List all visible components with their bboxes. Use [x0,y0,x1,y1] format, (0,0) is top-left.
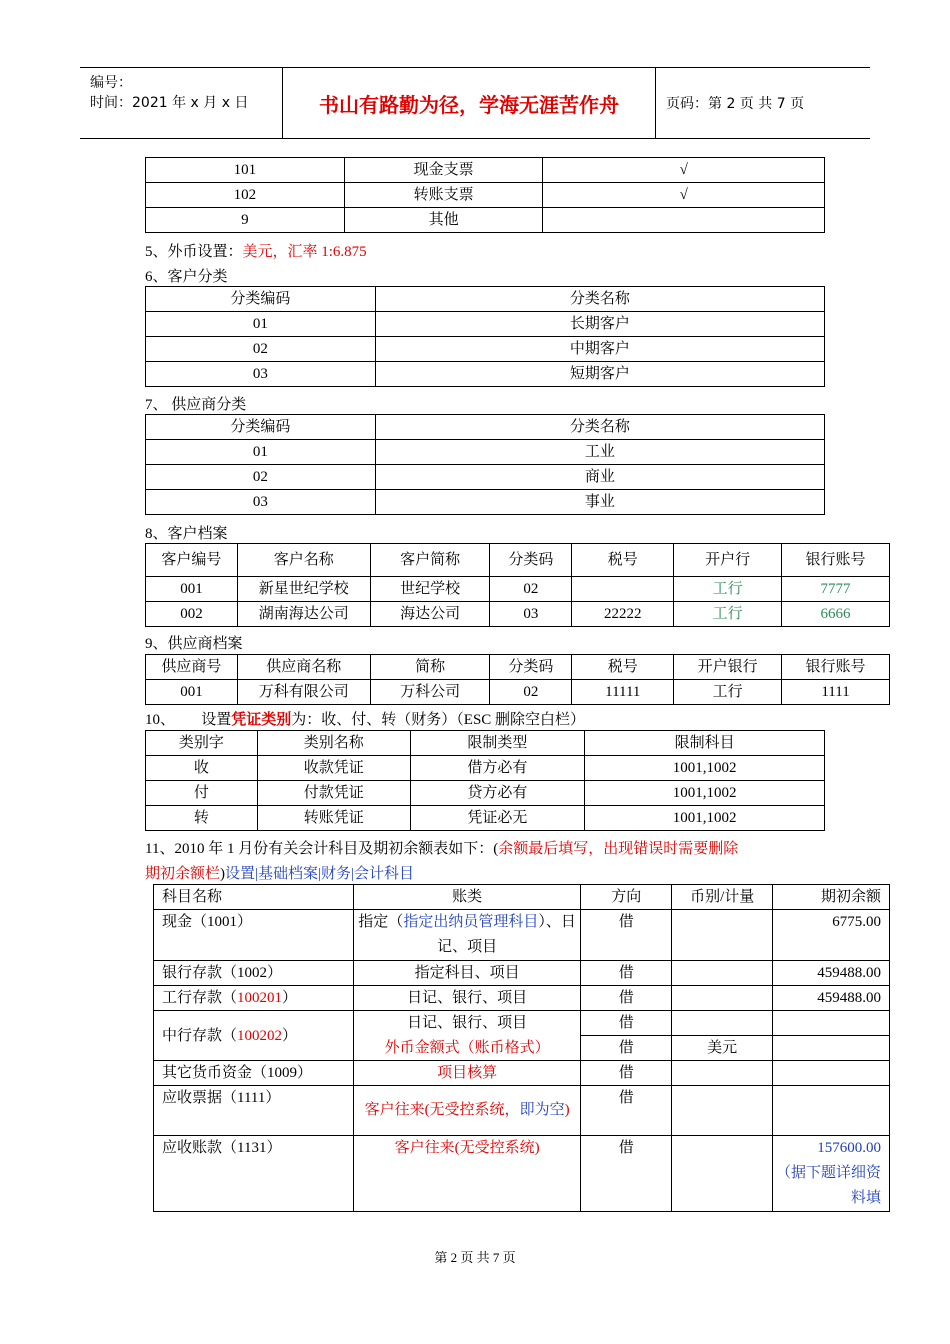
cell [572,577,674,602]
subject-name: 应收票据（1111） [154,1086,354,1136]
cell: 转账凭证 [257,806,410,831]
column-header: 分类编码 [146,415,376,440]
check-mark: √ [543,183,825,208]
subject-name [154,1011,354,1061]
section-11-intro [145,837,738,858]
column-header: 税号 [572,544,674,577]
cell [543,208,825,233]
menu-path: 设置|基础档案|财务|会计科目 [225,866,415,882]
cell: 凭证必无 [410,806,585,831]
opening-balance: 6775.00 [773,910,890,961]
empty-note: 即为空 [519,1102,565,1118]
cell: 工业 [375,440,824,465]
page-header [80,67,870,139]
cell: 商业 [375,465,824,490]
balance-value: 157600.00 [817,1140,881,1156]
cell: 万科公司 [370,680,490,705]
table-row [146,158,825,183]
subject-code: 100202 [237,1027,283,1044]
column-header: 限制科目 [585,731,825,756]
table-row [154,1086,890,1136]
type-text: ）、日记、项目 [437,914,576,955]
cell: 02 [146,465,376,490]
opening-balance: 459488.00 [773,961,890,986]
account-type: 指定科目、项目 [353,961,581,986]
name-text: ） [282,990,298,1006]
column-header: 供应商号 [146,655,238,680]
subject-name: 应收账款（1131） [154,1136,354,1212]
subject-name: 银行存款（1002） [154,961,354,986]
cell: 万科有限公司 [237,680,370,705]
column-header: 开户银行 [674,655,782,680]
code-label: 编号： [90,75,132,91]
table-row [146,337,825,362]
opening-balance [773,1136,890,1212]
column-header: 分类码 [490,544,572,577]
section-6-title: 6、客户分类 [145,269,228,285]
column-header: 方向 [581,885,672,910]
account-type [353,1086,581,1136]
cell: 新星世纪学校 [237,577,370,602]
direction: 借 [581,961,672,986]
cell: 03 [490,602,572,627]
exchange-rate-value: 美元，汇率 1:6.875 [242,244,367,260]
subject-name: 其它货币资金（1009） [154,1061,354,1086]
table-row [146,440,825,465]
opening-balance [773,1011,890,1036]
section-10-suffix: 为：收、付、转（财务）（ESC 删除空白栏） [291,712,586,728]
subject-code: 100201 [237,990,283,1006]
column-header: 供应商名称 [237,655,370,680]
opening-balance: 459488.00 [773,986,890,1011]
settlement-table [145,157,825,233]
column-header: 期初余额 [773,885,890,910]
cell: 01 [146,312,376,337]
section-8-title: 8、客户档案 [145,526,228,542]
cell: 湖南海达公司 [237,602,370,627]
table-header-row [146,287,825,312]
cell: 事业 [375,490,824,515]
section-5-label: 5、外币设置： [145,244,243,260]
cell: 付 [146,781,258,806]
opening-balance [773,1086,890,1136]
type-text: ) [564,1102,570,1118]
column-header: 分类名称 [375,415,824,440]
subject-name [154,986,354,1011]
table-row [146,490,825,515]
table-row [146,680,890,705]
section-11-note-cont: 期初余额栏 [145,866,221,882]
column-header: 银行账号 [782,655,890,680]
currency [672,1086,773,1136]
section-9-title: 9、供应商档案 [145,636,243,652]
cell: 1001,1002 [585,756,825,781]
bank-cell: 工行 [674,602,782,627]
header-meta [80,68,283,138]
table-row [146,208,825,233]
currency [672,961,773,986]
cell: 收款凭证 [257,756,410,781]
account-type: 日记、银行、项目 [353,1011,581,1036]
cell: 工行 [674,680,782,705]
table-row [154,910,890,961]
customer-class-table [145,286,825,387]
section-10-title [145,708,585,729]
cell: 其他 [344,208,543,233]
subject-name: 现金（1001） [154,910,354,961]
column-header: 客户名称 [237,544,370,577]
name-text: 工行存款（ [162,990,238,1006]
column-header: 分类编码 [146,287,376,312]
cell: 付款凭证 [257,781,410,806]
cell: 001 [146,577,238,602]
type-text: 客户往来(无受控系统， [364,1102,520,1118]
cell: 转账支票 [344,183,543,208]
account-type [353,910,581,961]
table-row [146,183,825,208]
page-number-label: 页码：第 2 页 共 7 页 [666,96,805,112]
account-subject-table [153,884,890,1212]
table-header-row [154,885,890,910]
voucher-type-highlight: 凭证类别 [231,712,292,728]
column-header: 银行账号 [782,544,890,577]
cell: 1001,1002 [585,806,825,831]
table-row [154,961,890,986]
cell: 中期客户 [375,337,824,362]
page-footer: 第 2 页 共 7 页 [434,1250,516,1265]
cell: 22222 [572,602,674,627]
account-type: 客户往来(无受控系统) [353,1136,581,1212]
account-cell: 7777 [782,577,890,602]
section-7-title: 7、 供应商分类 [145,397,247,413]
table-row [146,756,825,781]
table-header-row [146,731,825,756]
section-10-prefix: 10、 设置 [145,712,232,728]
currency [672,1136,773,1212]
direction: 借 [581,1086,672,1136]
cell: 转 [146,806,258,831]
table-row [146,577,890,602]
table-row [146,465,825,490]
section-11-path-line [145,862,414,883]
account-type: 项目核算 [353,1061,581,1086]
currency [672,986,773,1011]
account-type: 日记、银行、项目 [353,986,581,1011]
account-type-foreign: 外币金额式（账币格式） [353,1036,581,1061]
column-header: 科目名称 [154,885,354,910]
table-header-row [146,655,890,680]
table-header-row [146,544,890,577]
cell: 1001,1002 [585,781,825,806]
type-text: 指定（ [358,914,404,930]
paren-close: ) [220,866,226,882]
voucher-type-table [145,730,825,831]
table-row [146,806,825,831]
name-text: ） [282,1027,298,1044]
cell: 03 [146,362,376,387]
supplier-archive-table [145,654,890,705]
column-header: 分类名称 [375,287,824,312]
opening-balance [773,1036,890,1061]
cell: 01 [146,440,376,465]
cell: 002 [146,602,238,627]
cell: 03 [146,490,376,515]
column-header: 税号 [572,655,674,680]
column-header: 类别名称 [257,731,410,756]
cell: 02 [490,680,572,705]
cell: 1111 [782,680,890,705]
column-header: 开户行 [674,544,782,577]
cell: 收 [146,756,258,781]
currency [672,1011,773,1036]
balance-note: （据下题详细资料填 [775,1165,881,1206]
table-row [146,602,890,627]
cell: 02 [146,337,376,362]
table-header-row [146,415,825,440]
cell: 001 [146,680,238,705]
column-header: 客户简称 [370,544,490,577]
date-label: 时间：2021 年 x 月 x 日 [90,95,249,111]
direction: 借 [581,1011,672,1036]
direction: 借 [581,986,672,1011]
column-header: 客户编号 [146,544,238,577]
column-header: 分类码 [490,655,572,680]
cell: 借方必有 [410,756,585,781]
customer-archive-table [145,543,890,627]
table-row [154,986,890,1011]
cell: 101 [146,158,345,183]
direction: 借 [581,1036,672,1061]
currency [672,1061,773,1086]
column-header: 简称 [370,655,490,680]
section-5 [145,240,367,261]
direction: 借 [581,1061,672,1086]
cell: 9 [146,208,345,233]
motto: 书山有路勤为径，学海无涯苦作舟 [283,68,656,138]
column-header: 限制类型 [410,731,585,756]
table-row [154,1061,890,1086]
cell: 102 [146,183,345,208]
cell: 02 [490,577,572,602]
column-header: 账类 [353,885,581,910]
name-text: 中行存款（ [162,1027,238,1044]
section-11-note: 余额最后填写，出现错误时需要删除 [498,841,739,857]
direction: 借 [581,910,672,961]
currency: 美元 [672,1036,773,1061]
cell: 现金支票 [344,158,543,183]
table-row [146,362,825,387]
direction: 借 [581,1136,672,1212]
cell: 11111 [572,680,674,705]
column-header: 币别/计量 [672,885,773,910]
table-row [154,1136,890,1212]
cell: 贷方必有 [410,781,585,806]
bank-cell: 工行 [674,577,782,602]
table-row [146,312,825,337]
account-cell: 6666 [782,602,890,627]
section-11-intro-text: 11、2010 年 1 月份有关会计科目及期初余额表如下：( [145,841,499,857]
supplier-class-table [145,414,825,515]
table-row [154,1011,890,1036]
cell: 世纪学校 [370,577,490,602]
currency [672,910,773,961]
cell: 长期客户 [375,312,824,337]
check-mark: √ [543,158,825,183]
cell: 短期客户 [375,362,824,387]
cell: 海达公司 [370,602,490,627]
opening-balance [773,1061,890,1086]
cashier-note: 指定出纳员管理科目 [403,914,539,930]
table-row [146,781,825,806]
column-header: 类别字 [146,731,258,756]
